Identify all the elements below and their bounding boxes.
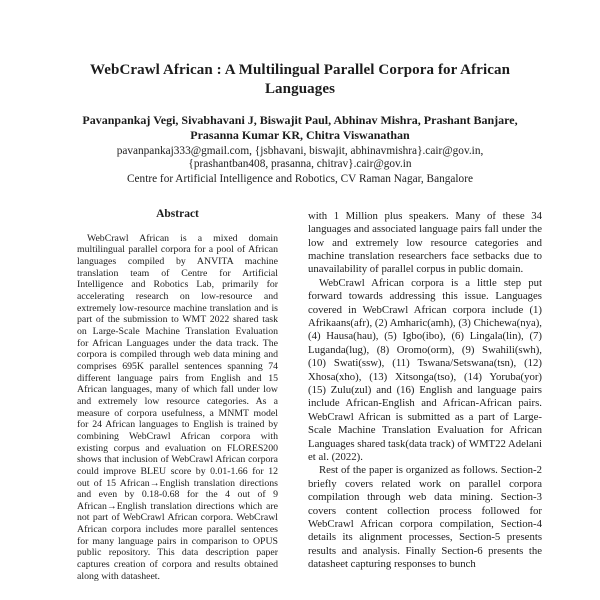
- affiliation-line: Centre for Artificial Intelligence and Robotics, CV Raman Nagar, Bangalore: [127, 173, 473, 186]
- email-line-2: {prashantban408, prasanna, chitrav}.cair@gov.in: [188, 158, 412, 171]
- intro-paragraph-3: Rest of the paper is organized as follows. Section-2 briefly covers related work on parallel corpora compilation through web data mining. Section-3 covers content collection process followed for WebCrawl African corpora compilation, Section-4 details its alignment processes, Section-5 presents results and analysis. Finally Section-6 presents the datasheet capturing responses to bunch: [308, 464, 542, 571]
- paper-header: [0, 0, 600, 187]
- author-block: [65, 113, 535, 142]
- paper-title: WebCrawl African : A Multilingual Parallel Corpora for African Languages: [89, 62, 511, 98]
- email-block: [60, 145, 540, 173]
- author-line-2: Prasanna Kumar KR, Chitra Viswanathan: [190, 128, 410, 142]
- abstract-text: WebCrawl African is a mixed domain multilingual parallel corpora for a pool of African languages compiled by ANVITA machine translation team of Centre for Artificial Intelligence and Robotics Lab, primarily for accelerating research on low-resource and extremely low-resource machine translation and is part of the submission to WMT 2022 shared task on Large-Scale Machine Translation Evaluation for African Languages under the data track. The corpora is compiled through web data mining and comprises 695K parallel sentences spanning 74 different language pairs from English and 15 African languages, many of which fall under low and extremely low resource categories. As a measure of corpora usefulness, a MNMT model for 24 African languages to English is trained by combining WebCrawl African corpora with existing corpus and evaluation on FLORES200 shows that inclusion of WebCrawl African corpora could improve BLEU score by 0.01-1.66 for 12 out of 15 African→English translation directions and even by 0.18-0.68 for the 4 out of 9 African→English translation directions which are not part of WebCrawl African corpora. WebCrawl African corpora includes more parallel sentences for many language pairs in comparison to OPUS public repository. This data description paper captures creation of corpora and results obtained along with datasheet.: [77, 232, 278, 582]
- abstract-heading: Abstract: [156, 207, 199, 220]
- right-column: [308, 208, 542, 583]
- intro-paragraph-1: with 1 Million plus speakers. Many of these 34 languages and associated language pairs fall under the low and extremely low resource categories and machine translation researchers face setbacks due to unavailability of parallel corpus in public domain.: [308, 209, 542, 276]
- email-line-1: pavanpankaj333@gmail.com, {jsbhavani, biswajit, abhinavmishra}.cair@gov.in,: [116, 144, 484, 157]
- two-column-body: [0, 208, 600, 583]
- intro-paragraph-2: WebCrawl African corpora is a little step put forward towards addressing this issue. Languages covered in WebCrawl African corpora include (1) Afrikaans(afr), (2) Amharic(amh), (3) Chichewa(nya), (4) Hausa(hau), (5) Igbo(ibo), (6) Lingala(lin), (7) Luganda(lug), (8) Oromo(orm), (9) Swahili(swh), (10) Swati(ssw), (11) Tswana/Setswana(tsn), (12) Xhosa(xho), (13) Xitsonga(tso), (14) Yoruba(yor) (15) Zulu(zul) and (16) English and language pairs include African-English and African-African pairs. WebCrawl African is submitted as a part of Large-Scale Machine Translation Evaluation for African Languages shared task(data track) of WMT22 Adelani et al. (2022).: [308, 276, 542, 464]
- author-line-1: Pavanpankaj Vegi, Sivabhavani J, Biswajit Paul, Abhinav Mishra, Prashant Banjare,: [82, 113, 518, 128]
- left-column: [77, 208, 278, 583]
